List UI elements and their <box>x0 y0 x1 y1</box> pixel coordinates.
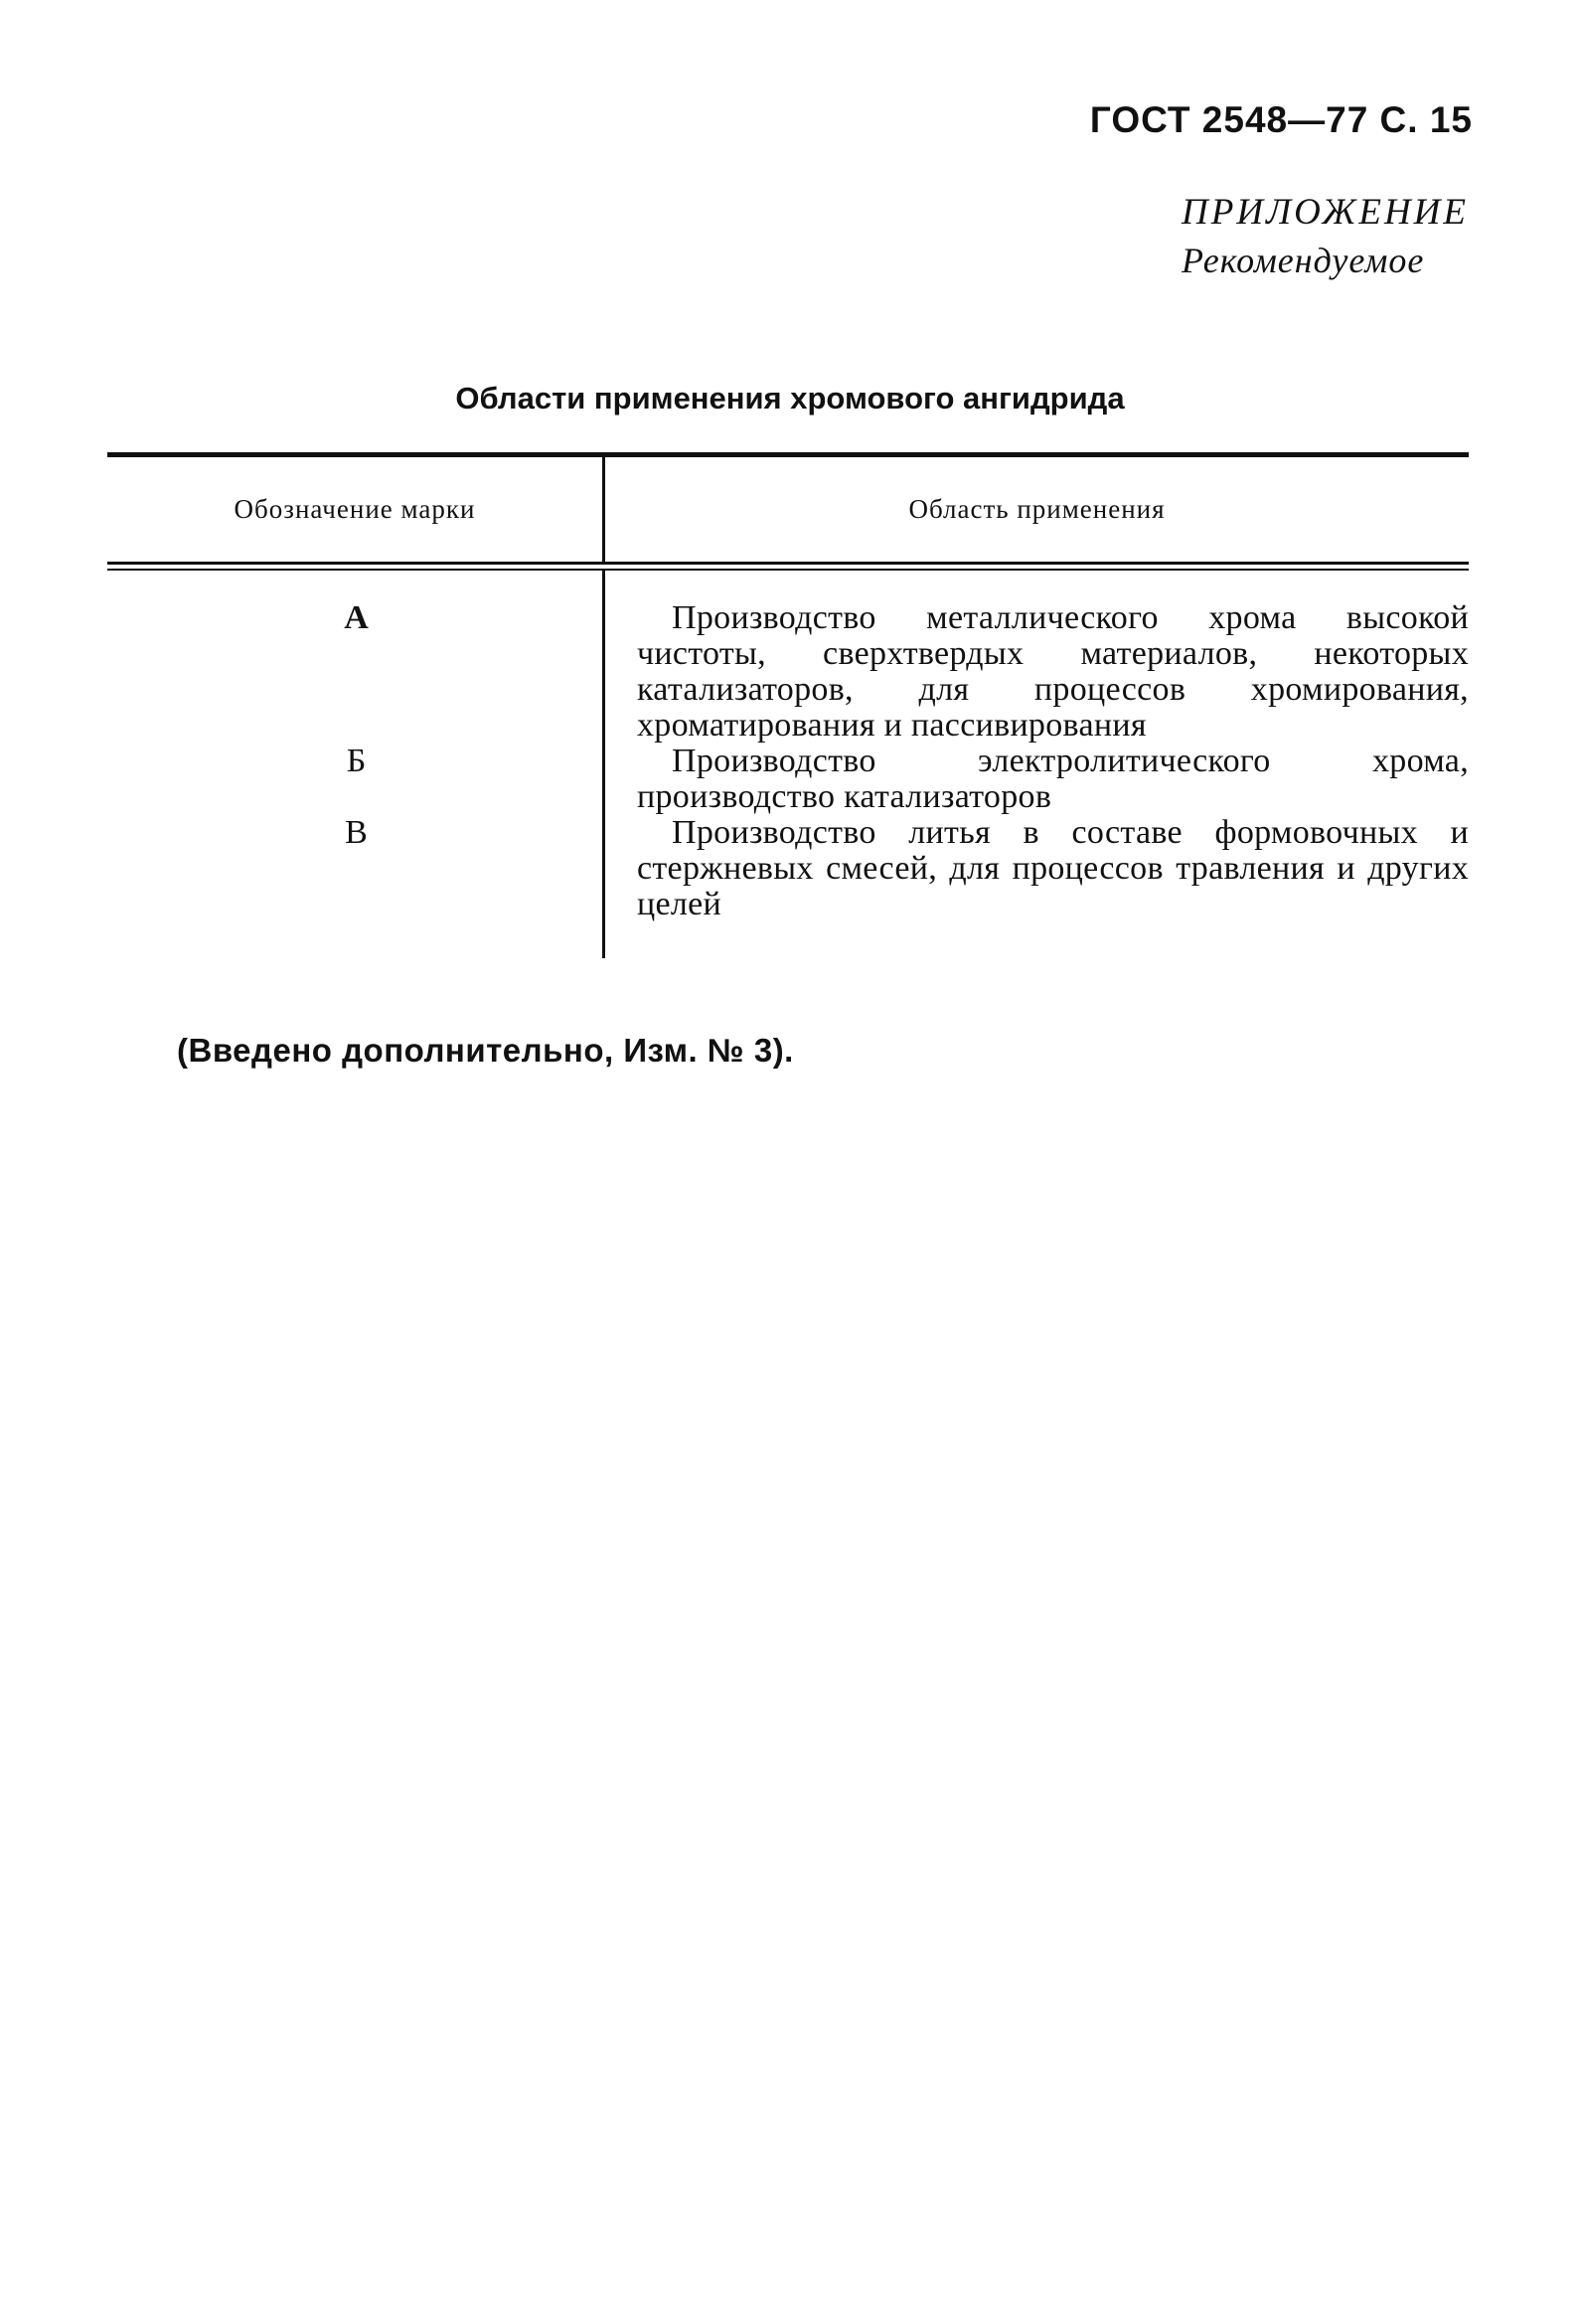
application-cell: Производство литья в составе формовочных и стержневых смесей, для процессов травления и других целей <box>637 814 1469 922</box>
table-row <box>107 744 1469 815</box>
mark-cell: В <box>345 814 368 851</box>
table-header-rule <box>107 562 1469 571</box>
page-header-doc-ref: ГОСТ 2548—77 С. 15 <box>1089 99 1473 140</box>
appendix-title: ПРИЛОЖЕНИЕ <box>1182 192 1469 233</box>
table-row <box>107 571 1469 744</box>
column-header-application: Область применения <box>908 494 1166 524</box>
application-cell: Производство электролитического хрома, производство катализаторов <box>637 743 1469 815</box>
mark-cell: Б <box>346 743 367 779</box>
amendment-note: (Введено дополнительно, Изм. № 3). <box>177 1032 794 1069</box>
application-cell: Производство металлического хрома высокой чистоты, сверхтвердых материалов, некоторых катализаторов, для процессов хромирования, хроматирования и пассивирования <box>637 599 1469 744</box>
column-header-mark: Обозначение марки <box>107 457 605 562</box>
applications-table <box>107 452 1469 958</box>
table-header-row <box>107 457 1469 562</box>
appendix-block <box>1182 191 1469 281</box>
table-row <box>107 815 1469 958</box>
table-title: Области применения хромового ангидрида <box>455 381 1125 415</box>
table-body <box>107 571 1469 958</box>
mark-cell: А <box>344 599 369 636</box>
appendix-subtitle: Рекомендуемое <box>1182 241 1425 280</box>
